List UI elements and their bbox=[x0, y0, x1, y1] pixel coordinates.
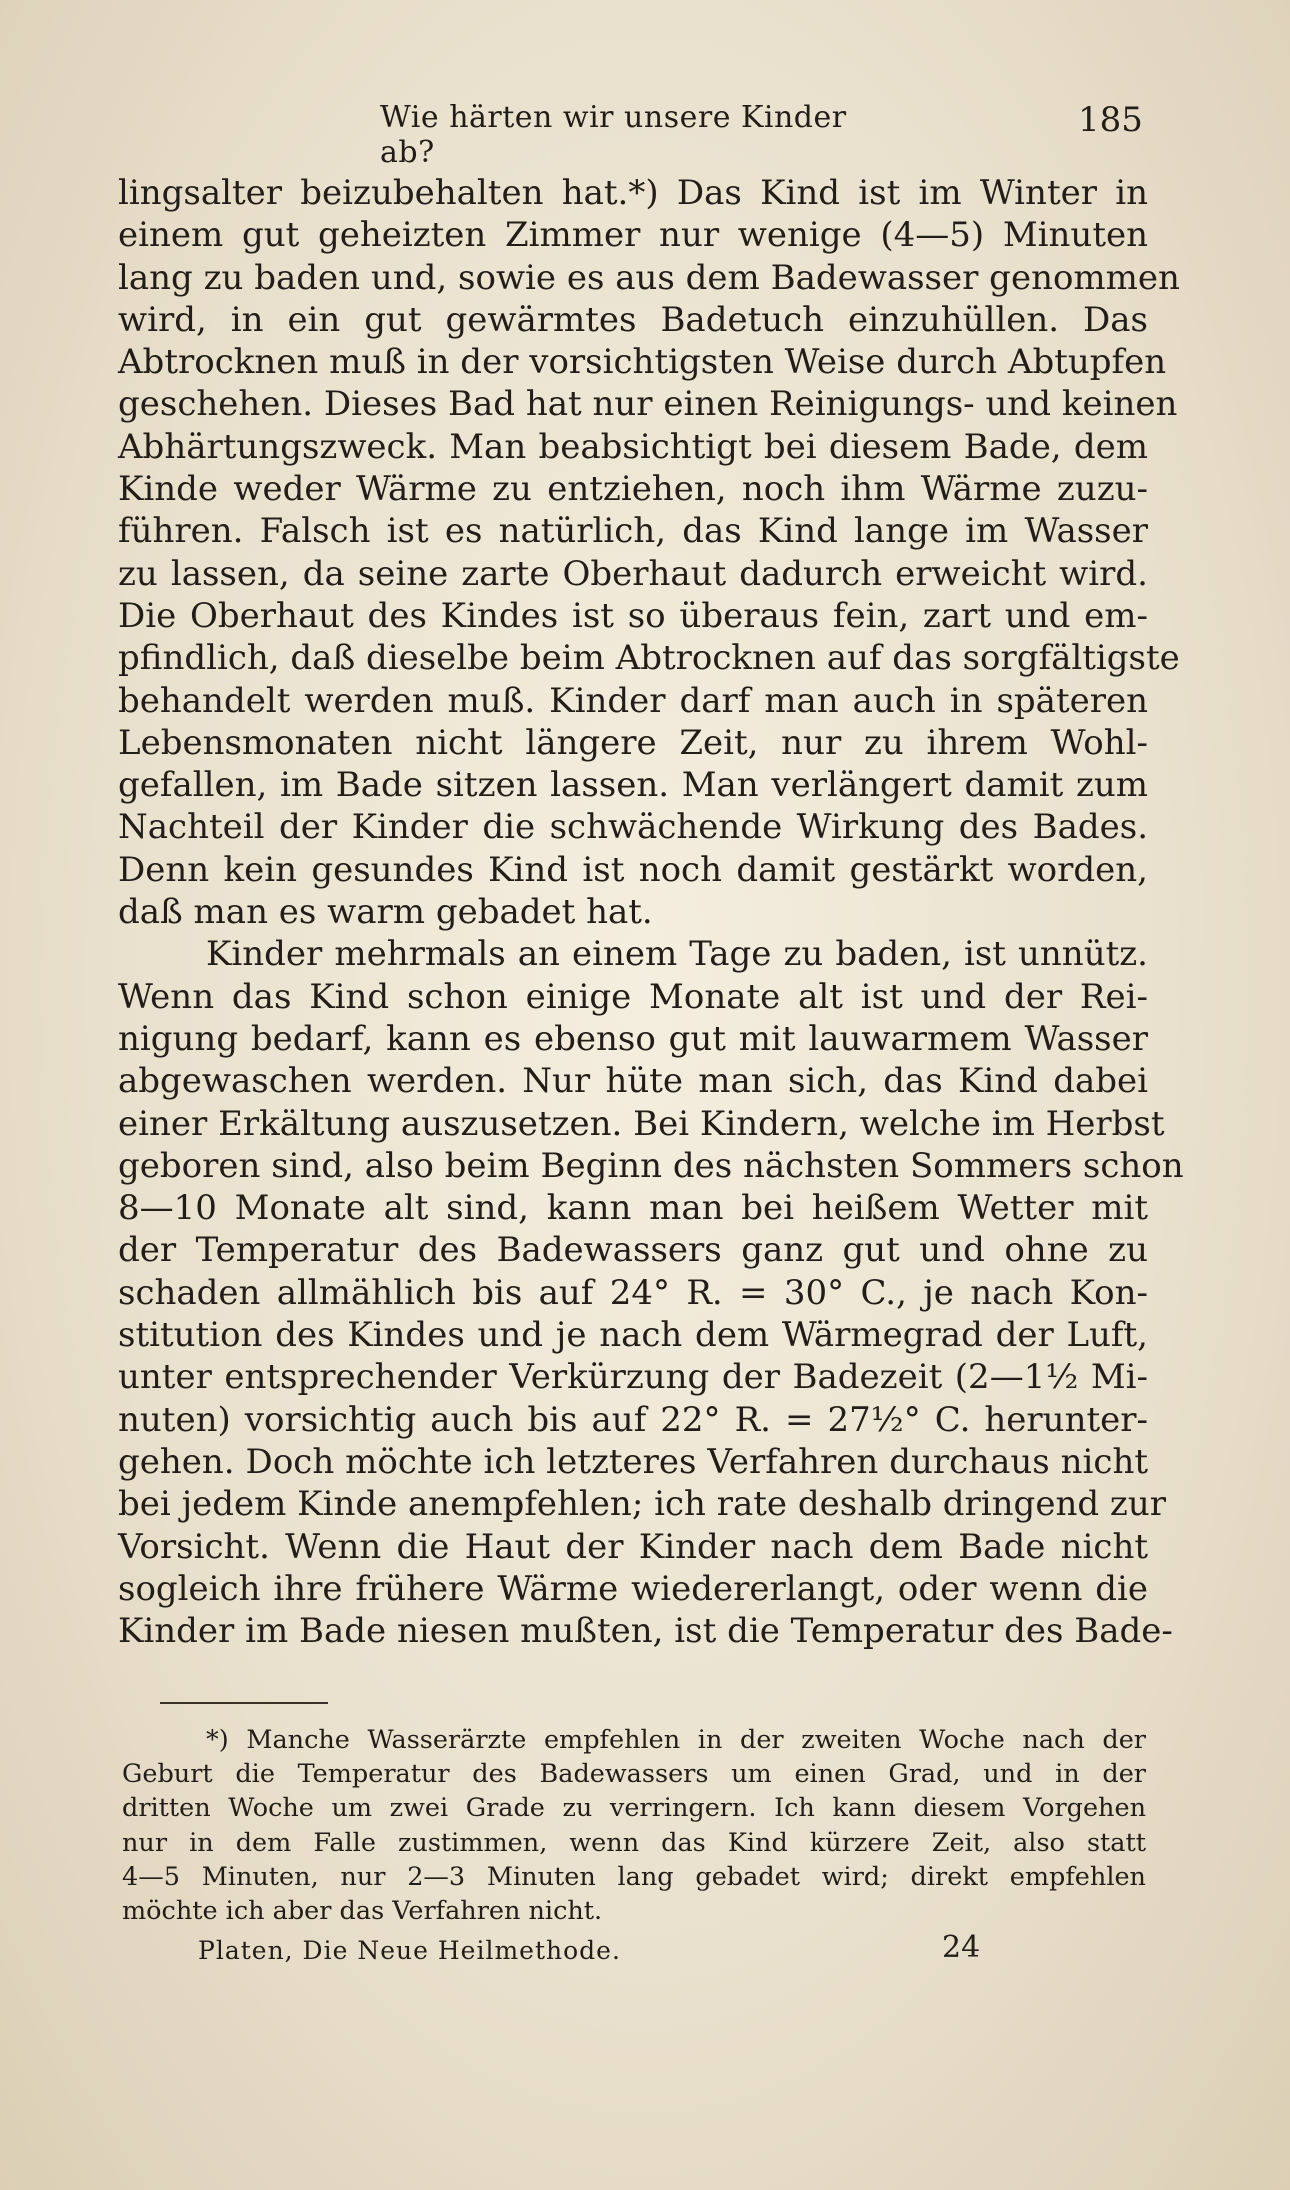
footnote-block bbox=[122, 1723, 1146, 1928]
text-line: Vorsicht. Wenn die Haut der Kinder nach dem Bade nicht bbox=[118, 1526, 1148, 1567]
footnote-line: Geburt die Temperatur des Badewassers um einen Grad, und in der bbox=[122, 1759, 1146, 1790]
footnote-line: möchte ich aber das Verfahren nicht. bbox=[122, 1895, 603, 1926]
text-line: Kinder im Bade niesen mußten, ist die Temperatur des Bade- bbox=[118, 1611, 1173, 1652]
text-line: sogleich ihre frühere Wärme wiedererlangt, oder wenn die bbox=[118, 1568, 1148, 1609]
text-line: zu lassen, da seine zarte Oberhaut dadurch erweicht wird. bbox=[118, 553, 1148, 594]
text-line: einem gut geheizten Zimmer nur wenige (4—5) Minuten bbox=[118, 215, 1148, 256]
footnote-line: dritten Woche um zwei Grade zu verringern. Ich kann diesem Vorgehen bbox=[122, 1793, 1146, 1824]
text-line: einer Erkältung auszusetzen. Bei Kindern, welche im Herbst bbox=[118, 1103, 1165, 1144]
text-line: führen. Falsch ist es natürlich, das Kind lange im Wasser bbox=[118, 511, 1148, 552]
text-line: bei jedem Kinde anempfehlen; ich rate deshalb dringend zur bbox=[118, 1484, 1166, 1525]
text-line: nuten) vorsichtig auch bis auf 22° R. = 27½° C. herunter- bbox=[118, 1399, 1148, 1440]
main-text-block bbox=[118, 172, 1184, 1652]
text-line: unter entsprechender Verkürzung der Badezeit (2—1½ Mi- bbox=[118, 1357, 1148, 1398]
text-line: Wenn das Kind schon einige Monate alt ist und der Rei- bbox=[118, 976, 1148, 1017]
text-line: schaden allmählich bis auf 24° R. = 30° C., je nach Kon- bbox=[118, 1272, 1148, 1313]
text-line: nigung bedarf, kann es ebenso gut mit lauwarmem Wasser bbox=[118, 1018, 1148, 1059]
footnote-line: 4—5 Minuten, nur 2—3 Minuten lang gebadet wird; direkt empfehlen bbox=[122, 1861, 1146, 1892]
printer-signature: Platen, Die Neue Heilmethode. bbox=[198, 1936, 621, 1965]
text-line: Denn kein gesundes Kind ist noch damit gestärkt worden, bbox=[118, 849, 1148, 890]
text-line: gefallen, im Bade sitzen lassen. Man verlängert damit zum bbox=[118, 765, 1148, 806]
text-line: lang zu baden und, sowie es aus dem Badewasser genommen bbox=[118, 257, 1180, 298]
running-head-title: Wie härten wir unsere Kinder ab? bbox=[380, 100, 847, 170]
text-line: Kinder mehrmals an einem Tage zu baden, ist unnütz. bbox=[206, 934, 1148, 975]
text-line: abgewaschen werden. Nur hüte man sich, das Kind dabei bbox=[118, 1061, 1148, 1102]
text-line: Nachteil der Kinder die schwächende Wirkung des Bades. bbox=[118, 807, 1148, 848]
text-line: Lebensmonaten nicht längere Zeit, nur zu ihrem Wohl- bbox=[118, 722, 1148, 763]
footnote-rule bbox=[160, 1702, 328, 1704]
signature-number: 24 bbox=[942, 1930, 981, 1965]
text-line: behandelt werden muß. Kinder darf man auch in späteren bbox=[118, 680, 1148, 721]
footnote-line: nur in dem Falle zustimmen, wenn das Kind kürzere Zeit, also statt bbox=[122, 1827, 1146, 1858]
text-line: geboren sind, also beim Beginn des nächsten Sommers schon bbox=[118, 1145, 1184, 1186]
text-line: Kinde weder Wärme zu entziehen, noch ihm Wärme zuzu- bbox=[118, 469, 1148, 510]
text-line: gehen. Doch möchte ich letzteres Verfahren durchaus nicht bbox=[118, 1441, 1148, 1482]
footnote-line: *) Manche Wasserärzte empfehlen in der zweiten Woche nach der bbox=[206, 1725, 1146, 1755]
text-line: Die Oberhaut des Kindes ist so überaus fein, zart und em- bbox=[118, 595, 1148, 636]
page-number: 185 bbox=[1078, 100, 1143, 140]
text-line: lingsalter beizubehalten hat.*) Das Kind ist im Winter in bbox=[118, 173, 1148, 213]
text-line: stitution des Kindes und je nach dem Wärmegrad der Luft, bbox=[118, 1315, 1148, 1356]
text-line: pfindlich, daß dieselbe beim Abtrocknen auf das sorgfältigste bbox=[118, 638, 1180, 679]
text-line: der Temperatur des Badewassers ganz gut und ohne zu bbox=[118, 1230, 1148, 1271]
text-line: 8—10 Monate alt sind, kann man bei heißem Wetter mit bbox=[118, 1188, 1148, 1229]
text-line: wird, in ein gut gewärmtes Badetuch einzuhüllen. Das bbox=[118, 299, 1148, 340]
text-line: Abtrocknen muß in der vorsichtigsten Weise durch Abtupfen bbox=[118, 342, 1167, 383]
text-line: geschehen. Dieses Bad hat nur einen Reinigungs- und keinen bbox=[118, 384, 1178, 425]
text-line: daß man es warm gebadet hat. bbox=[118, 892, 653, 933]
text-line: Abhärtungszweck. Man beabsichtigt bei diesem Bade, dem bbox=[118, 426, 1148, 467]
